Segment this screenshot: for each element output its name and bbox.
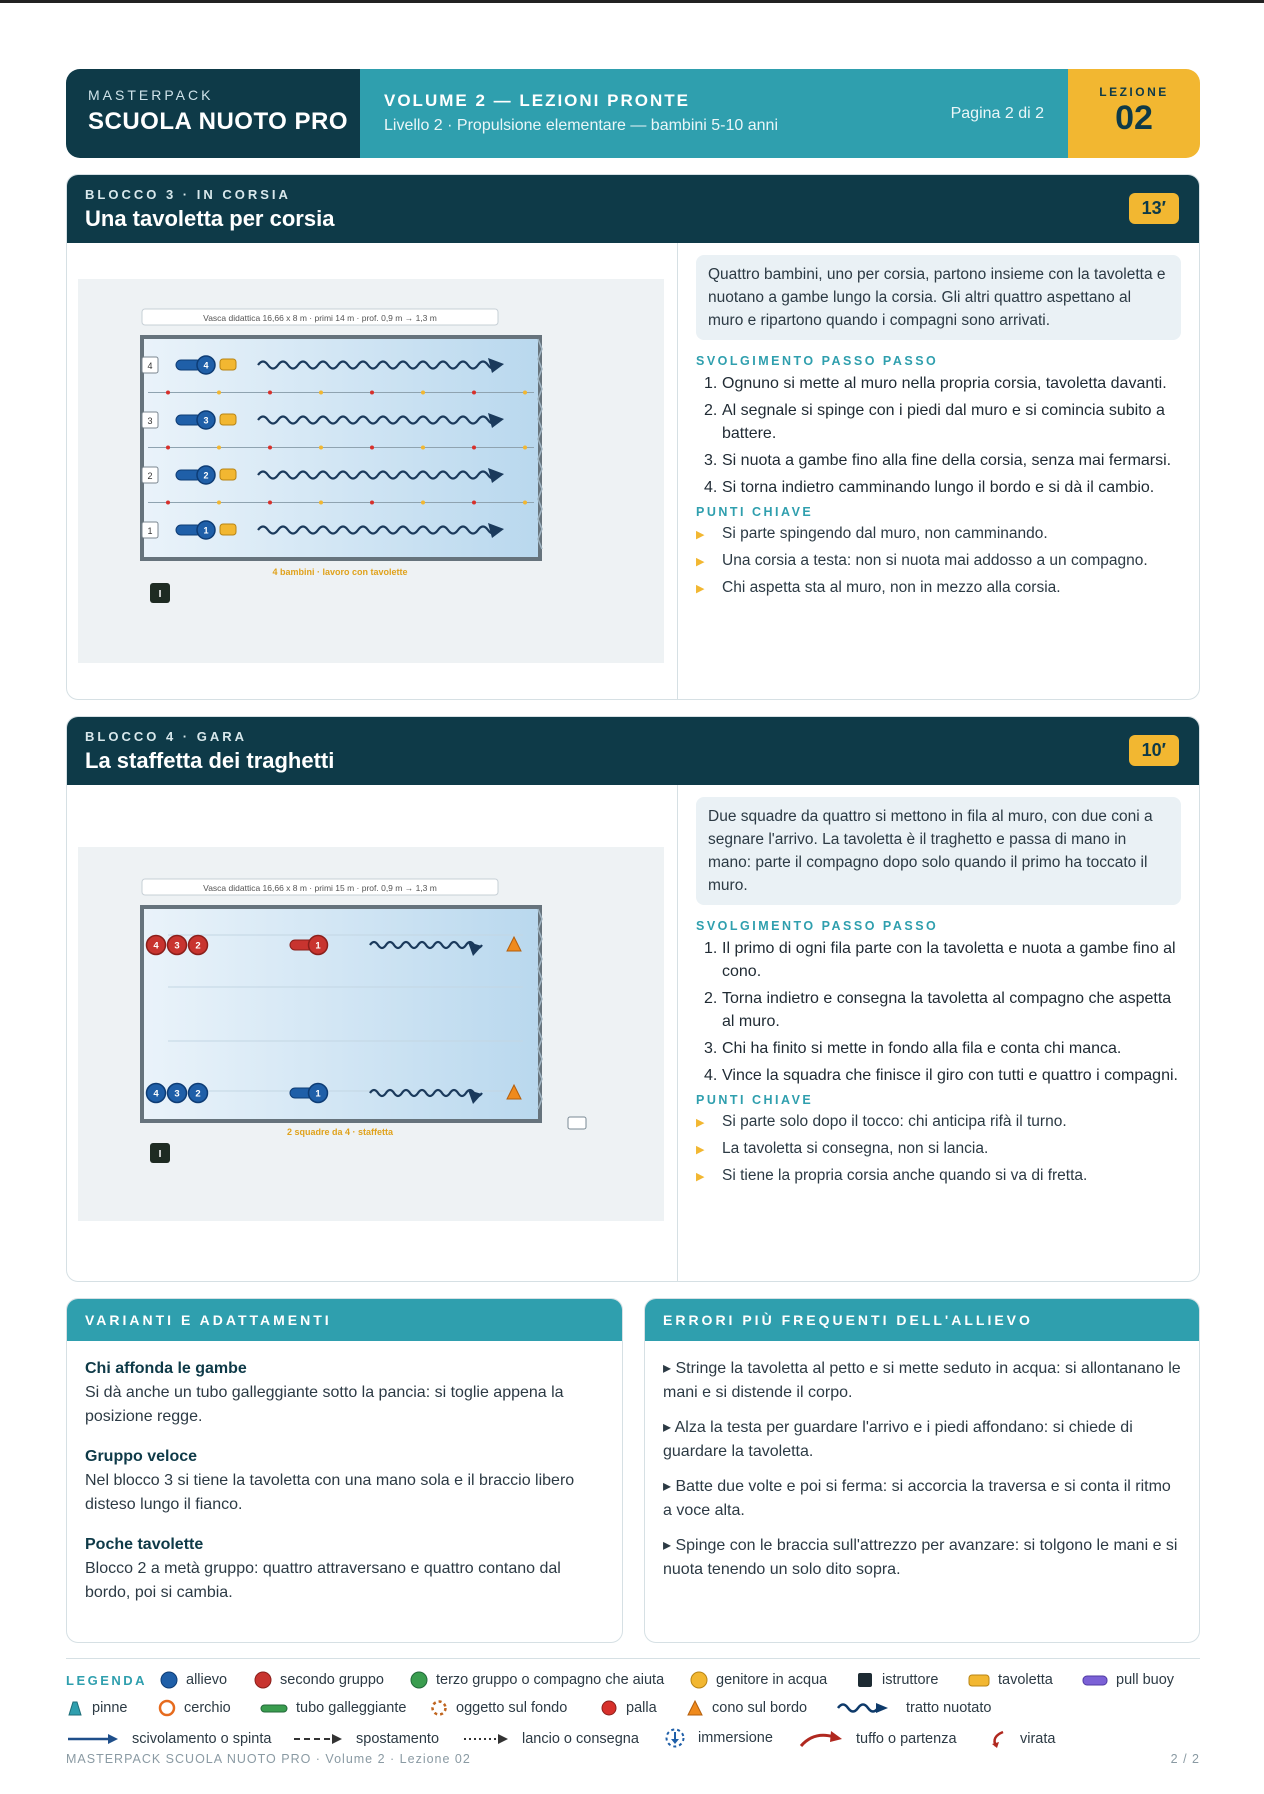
block-4-keys-title: PUNTI CHIAVE [696,1093,814,1107]
legend-label: lancio o consegna [522,1731,639,1747]
pool-footer: 2 squadre da 4 · staffetta [286,1127,394,1137]
lane-rope-float [166,391,170,395]
step-number: 2. [704,402,718,419]
brand-title: SCUOLA NUOTO PRO [88,108,349,135]
student-icon [160,1671,178,1689]
step-number: 3. [704,1040,718,1057]
lane-rope-float [217,446,221,450]
waiting-swimmer-number: 3 [174,940,180,952]
bullet-icon: ▶ [696,583,705,595]
legend-item [836,1699,991,1717]
legend [66,1658,1200,1747]
legend-label: tratto nuotato [906,1700,992,1716]
block-3-steps-title: SVOLGIMENTO PASSO PASSO [696,354,939,368]
step-text: Torna indietro e consegna la tavoletta al compagno che aspetta al muro. [722,990,1172,1030]
lane-rope-float [217,391,221,395]
legend-label: virata [1020,1731,1056,1747]
key-text: La tavoletta si consegna, non si lancia. [722,1140,989,1157]
step-number: 1. [704,375,718,392]
lane-rope-float [523,501,527,505]
bullet-icon: ▶ [696,1117,705,1129]
bullet-icon: ▶ [696,556,705,568]
key-text: Chi aspetta sta al muro, non in mezzo alla corsia. [722,579,1061,596]
lane-number: 4 [147,361,153,371]
key-point [696,1165,1181,1188]
pool-footer: 4 bambini · lavoro con tavolette [272,567,408,577]
legend-item [1082,1671,1174,1689]
block-3-text [678,243,1199,699]
legend-item [600,1699,657,1717]
throw-arrow-icon [462,1732,510,1746]
step-item [696,449,1181,472]
error-item: ▸ Spinge con le braccia sull'attrezzo per avanzare: si tolgono le mani e si nuota tenendo un solo dito sopra. [663,1537,1178,1578]
swimmer-number: 3 [203,415,209,426]
step-text: Si torna indietro camminando lungo il bordo e si dà il cambio. [722,479,1155,496]
lane-rope-float [319,501,323,505]
block-4-kicker: BLOCCO 4 · GARA [85,729,247,744]
movement-arrow-icon [292,1732,344,1746]
legend-item [988,1729,1055,1749]
legend-item [690,1671,827,1689]
legend-item [856,1671,938,1689]
legend-item [260,1699,406,1717]
legend-label: genitore in acqua [716,1672,828,1688]
page-footer [66,1752,1200,1766]
variant-text: Si dà anche un tubo galleggiante sotto la pancia: si toglie appena la posizione regge. [85,1384,564,1425]
volume-title: VOLUME 2 — LEZIONI PRONTE [384,91,690,110]
lane-rope-float [268,391,272,395]
swimmer-number: 2 [203,470,209,481]
second-group-icon [254,1671,272,1689]
pool-caption: Vasca didattica 16,66 x 8 m · primi 14 m · prof. 0,9 m → 1,3 m [203,313,437,323]
legend-item [798,1729,957,1749]
kickboard-icon [220,414,236,425]
instructor-label: I [158,589,162,600]
block-4-header [67,717,1199,785]
dive-under-icon [664,1727,686,1749]
legend-item [158,1699,231,1717]
lane-rope-float [421,391,425,395]
lane-rope-float [472,391,476,395]
variant-title: Gruppo veloce [85,1448,198,1465]
step-item [696,399,1181,445]
block-4-diagram [78,847,664,1221]
relay-diagram [78,847,664,1221]
variant-title: Poche tavolette [85,1536,204,1553]
step-item [696,1064,1181,1087]
lane-rope-float [166,446,170,450]
lane-number: 3 [147,416,153,426]
block-4-duration-badge: 10′ [1129,735,1179,766]
legend-item [66,1699,127,1717]
turn-icon [988,1729,1008,1749]
step-text: Al segnale si spinge con i piedi dal muro e si comincia subito a battere. [722,402,1165,442]
key-point [696,577,1181,600]
step-number: 1. [704,940,718,957]
lane-rope-float [319,446,323,450]
noodle-icon [260,1699,288,1717]
step-text: Chi ha finito si mette in fondo alla fila e conta chi manca. [722,1040,1122,1057]
instructor-label: I [158,1149,162,1160]
legend-label: tavoletta [998,1672,1053,1688]
key-text: Si parte solo dopo il tocco: chi anticipa rifà il turno. [722,1113,1067,1130]
volume-panel [360,69,1068,158]
legend-item [254,1671,384,1689]
legend-item [66,1731,271,1747]
legend-label: scivolamento o spinta [132,1731,272,1747]
swimmer-number: 4 [203,360,209,371]
block-3-kicker: BLOCCO 3 · IN CORSIA [85,187,291,202]
lane-rope-float [370,446,374,450]
bullet-icon: ▶ [696,1171,705,1183]
step-text: Il primo di ogni fila parte con la tavoletta e nuota a gambe fino al cono. [722,940,1176,980]
key-point [696,1138,1181,1161]
legend-label: palla [626,1700,657,1716]
error-item: ▸ Batte due volte e poi si ferma: si accorcia la traversa e si conta il ritmo a voce alta. [663,1478,1171,1519]
legend-label: spostamento [356,1731,440,1747]
block-3-steps [696,372,1181,499]
key-point [696,523,1181,546]
waiting-swimmer-number: 3 [174,1088,180,1100]
variant-item [85,1357,604,1429]
lane-rope-float [268,501,272,505]
block-3-diagram-column [67,243,678,699]
block-4-keys [696,1111,1181,1188]
ball-icon [600,1699,618,1717]
legend-item [664,1727,773,1749]
block-3-diagram [78,279,664,663]
step-number: 2. [704,990,718,1007]
lane-rope-float [166,501,170,505]
lane-number: 2 [147,471,153,481]
waiting-swimmer-number: 2 [195,940,201,952]
legend-label: allievo [186,1672,228,1688]
legend-label: immersione [698,1730,773,1746]
variant-text: Nel blocco 3 si tiene la tavoletta con una mano sola e il braccio libero disteso lungo il fianco. [85,1472,575,1513]
page-header [66,69,1200,158]
block-4-steps [696,937,1181,1087]
sinking-object-icon [430,1699,448,1717]
error-item: ▸ Alza la testa per guardare l'arrivo e i piedi affondano: si chiede di guardare la tavoletta. [663,1419,1133,1460]
legend-label: istruttore [882,1672,939,1688]
kickboard-stack-icon [568,1117,586,1129]
block-3-card [66,174,1200,700]
key-text: Si tiene la propria corsia anche quando si va di fretta. [722,1167,1088,1184]
top-rule [0,0,1264,3]
legend-item [292,1731,439,1747]
variant-item [85,1533,604,1605]
error-item: ▸ Stringe la tavoletta al petto e si mette seduto in acqua: si allontanano le mani e si distende il corpo. [663,1360,1181,1401]
cone-icon [686,1699,704,1717]
active-swimmer-number: 1 [315,1088,321,1100]
lane-rope-float [319,391,323,395]
kickboard-icon [968,1671,990,1689]
dive-start-icon [798,1729,844,1749]
lane-rope-float [370,501,374,505]
variant-item [85,1445,604,1517]
block-4-diagram-column [67,785,678,1281]
block-3-keys [696,523,1181,600]
errors-title: ERRORI PIÙ FREQUENTI DELL'ALLIEVO [645,1299,1199,1341]
lane-rope-float [268,446,272,450]
legend-label: tuffo o partenza [856,1731,957,1747]
lane-number: 1 [147,526,153,536]
brand-panel [66,69,360,158]
parent-icon [690,1671,708,1689]
step-item [696,937,1181,983]
kickboard-icon [220,524,236,535]
key-text: Una corsia a testa: non si nuota mai addosso a un compagno. [722,552,1148,569]
block-4-steps-title: SVOLGIMENTO PASSO PASSO [696,919,939,933]
lane-rope-float [523,391,527,395]
lane-rope-float [421,501,425,505]
step-number: 4. [704,479,718,496]
step-text: Ognuno si mette al muro nella propria corsia, tavoletta davanti. [722,375,1167,392]
step-item [696,476,1181,499]
footer-left: MASTERPACK SCUOLA NUOTO PRO · Volume 2 · Lezione 02 [66,1752,471,1766]
block-4-card [66,716,1200,1282]
legend-label: terzo gruppo o compagno che aiuta [436,1672,665,1688]
block-4-text [678,785,1199,1281]
brand-kicker: MASTERPACK [88,87,214,103]
key-point [696,550,1181,573]
bullet-icon: ▶ [696,1144,705,1156]
swim-path-icon [836,1699,890,1717]
instructor-icon [856,1671,874,1689]
step-item [696,372,1181,395]
lesson-number: 02 [1115,99,1153,137]
third-group-icon [410,1671,428,1689]
step-item [696,987,1181,1033]
waiting-swimmer-number: 4 [153,1088,159,1100]
footer-page: 2 / 2 [1170,1752,1200,1766]
legend-item [410,1671,664,1689]
legend-label: tubo galleggiante [296,1700,407,1716]
legend-label: secondo gruppo [280,1672,384,1688]
variant-text: Blocco 2 a metà gruppo: quattro attraversano e quattro contano dal bordo, poi si cambia. [85,1560,561,1601]
key-point [696,1111,1181,1134]
block-3-header [67,175,1199,243]
key-text: Si parte spingendo dal muro, non camminando. [722,525,1048,542]
legend-item [430,1699,567,1717]
legend-title: LEGENDA [66,1673,148,1688]
legend-label: cerchio [184,1700,231,1716]
legend-item [462,1731,639,1747]
legend-label: pull buoy [1116,1672,1175,1688]
lane-rope-float [370,391,374,395]
block-3-title: Una tavoletta per corsia [85,206,335,231]
block-3-duration-badge: 13′ [1129,193,1179,224]
legend-label: cono sul bordo [712,1700,808,1716]
step-text: Si nuota a gambe fino alla fine della corsia, senza mai fermarsi. [722,452,1172,469]
legend-item [686,1699,807,1717]
step-text: Vince la squadra che finisce il giro con tutti e quattro i compagni. [722,1067,1178,1084]
fins-icon [66,1699,84,1717]
waiting-swimmer-number: 4 [153,940,159,952]
volume-subtitle: Livello 2 · Propulsione elementare — bambini 5-10 anni [384,117,778,134]
waiting-swimmer-number: 2 [195,1088,201,1100]
lane-rope-float [217,501,221,505]
hoop-icon [158,1699,176,1717]
variants-title: VARIANTI E ADATTAMENTI [67,1299,622,1341]
active-swimmer-number: 1 [315,940,321,952]
lane-rope-float [523,446,527,450]
pool-caption: Vasca didattica 16,66 x 8 m · primi 15 m · prof. 0,9 m → 1,3 m [203,883,437,893]
bullet-icon: ▶ [696,529,705,541]
legend-item [968,1671,1053,1689]
lane-rope-float [472,446,476,450]
step-number: 4. [704,1067,718,1084]
lesson-badge [1068,69,1200,158]
block-4-intro: Due squadre da quattro si mettono in fila al muro, con due coni a segnare l'arrivo. La tavoletta è il traghetto e passa di mano in mano: parte il compagno dopo solo quando il primo ha toccato il muro. [696,797,1181,905]
kickboard-icon [220,469,236,480]
page-indicator: Pagina 2 di 2 [950,105,1044,122]
block-3-keys-title: PUNTI CHIAVE [696,505,814,519]
legend-item [160,1671,227,1689]
kickboard-icon [220,359,236,370]
step-number: 3. [704,452,718,469]
lane-rope-float [421,446,425,450]
variants-panel [66,1298,623,1643]
lesson-label: LEZIONE [1099,85,1169,99]
pool-lanes-diagram [78,279,664,663]
variant-title: Chi affonda le gambe [85,1360,247,1377]
legend-label: oggetto sul fondo [456,1700,568,1716]
swimmer-number: 1 [203,525,209,536]
step-item [696,1037,1181,1060]
glide-arrow-icon [66,1732,120,1746]
block-4-title: La staffetta dei traghetti [85,748,335,773]
errors-panel [644,1298,1200,1643]
pull-buoy-icon [1082,1671,1108,1689]
lane-rope-float [472,501,476,505]
block-3-intro: Quattro bambini, uno per corsia, partono insieme con la tavoletta e nuotano a gambe lungo la corsia. Gli altri quattro aspettano al muro e ripartono quando i compagni sono arrivati. [696,255,1181,340]
legend-label: pinne [92,1700,128,1716]
